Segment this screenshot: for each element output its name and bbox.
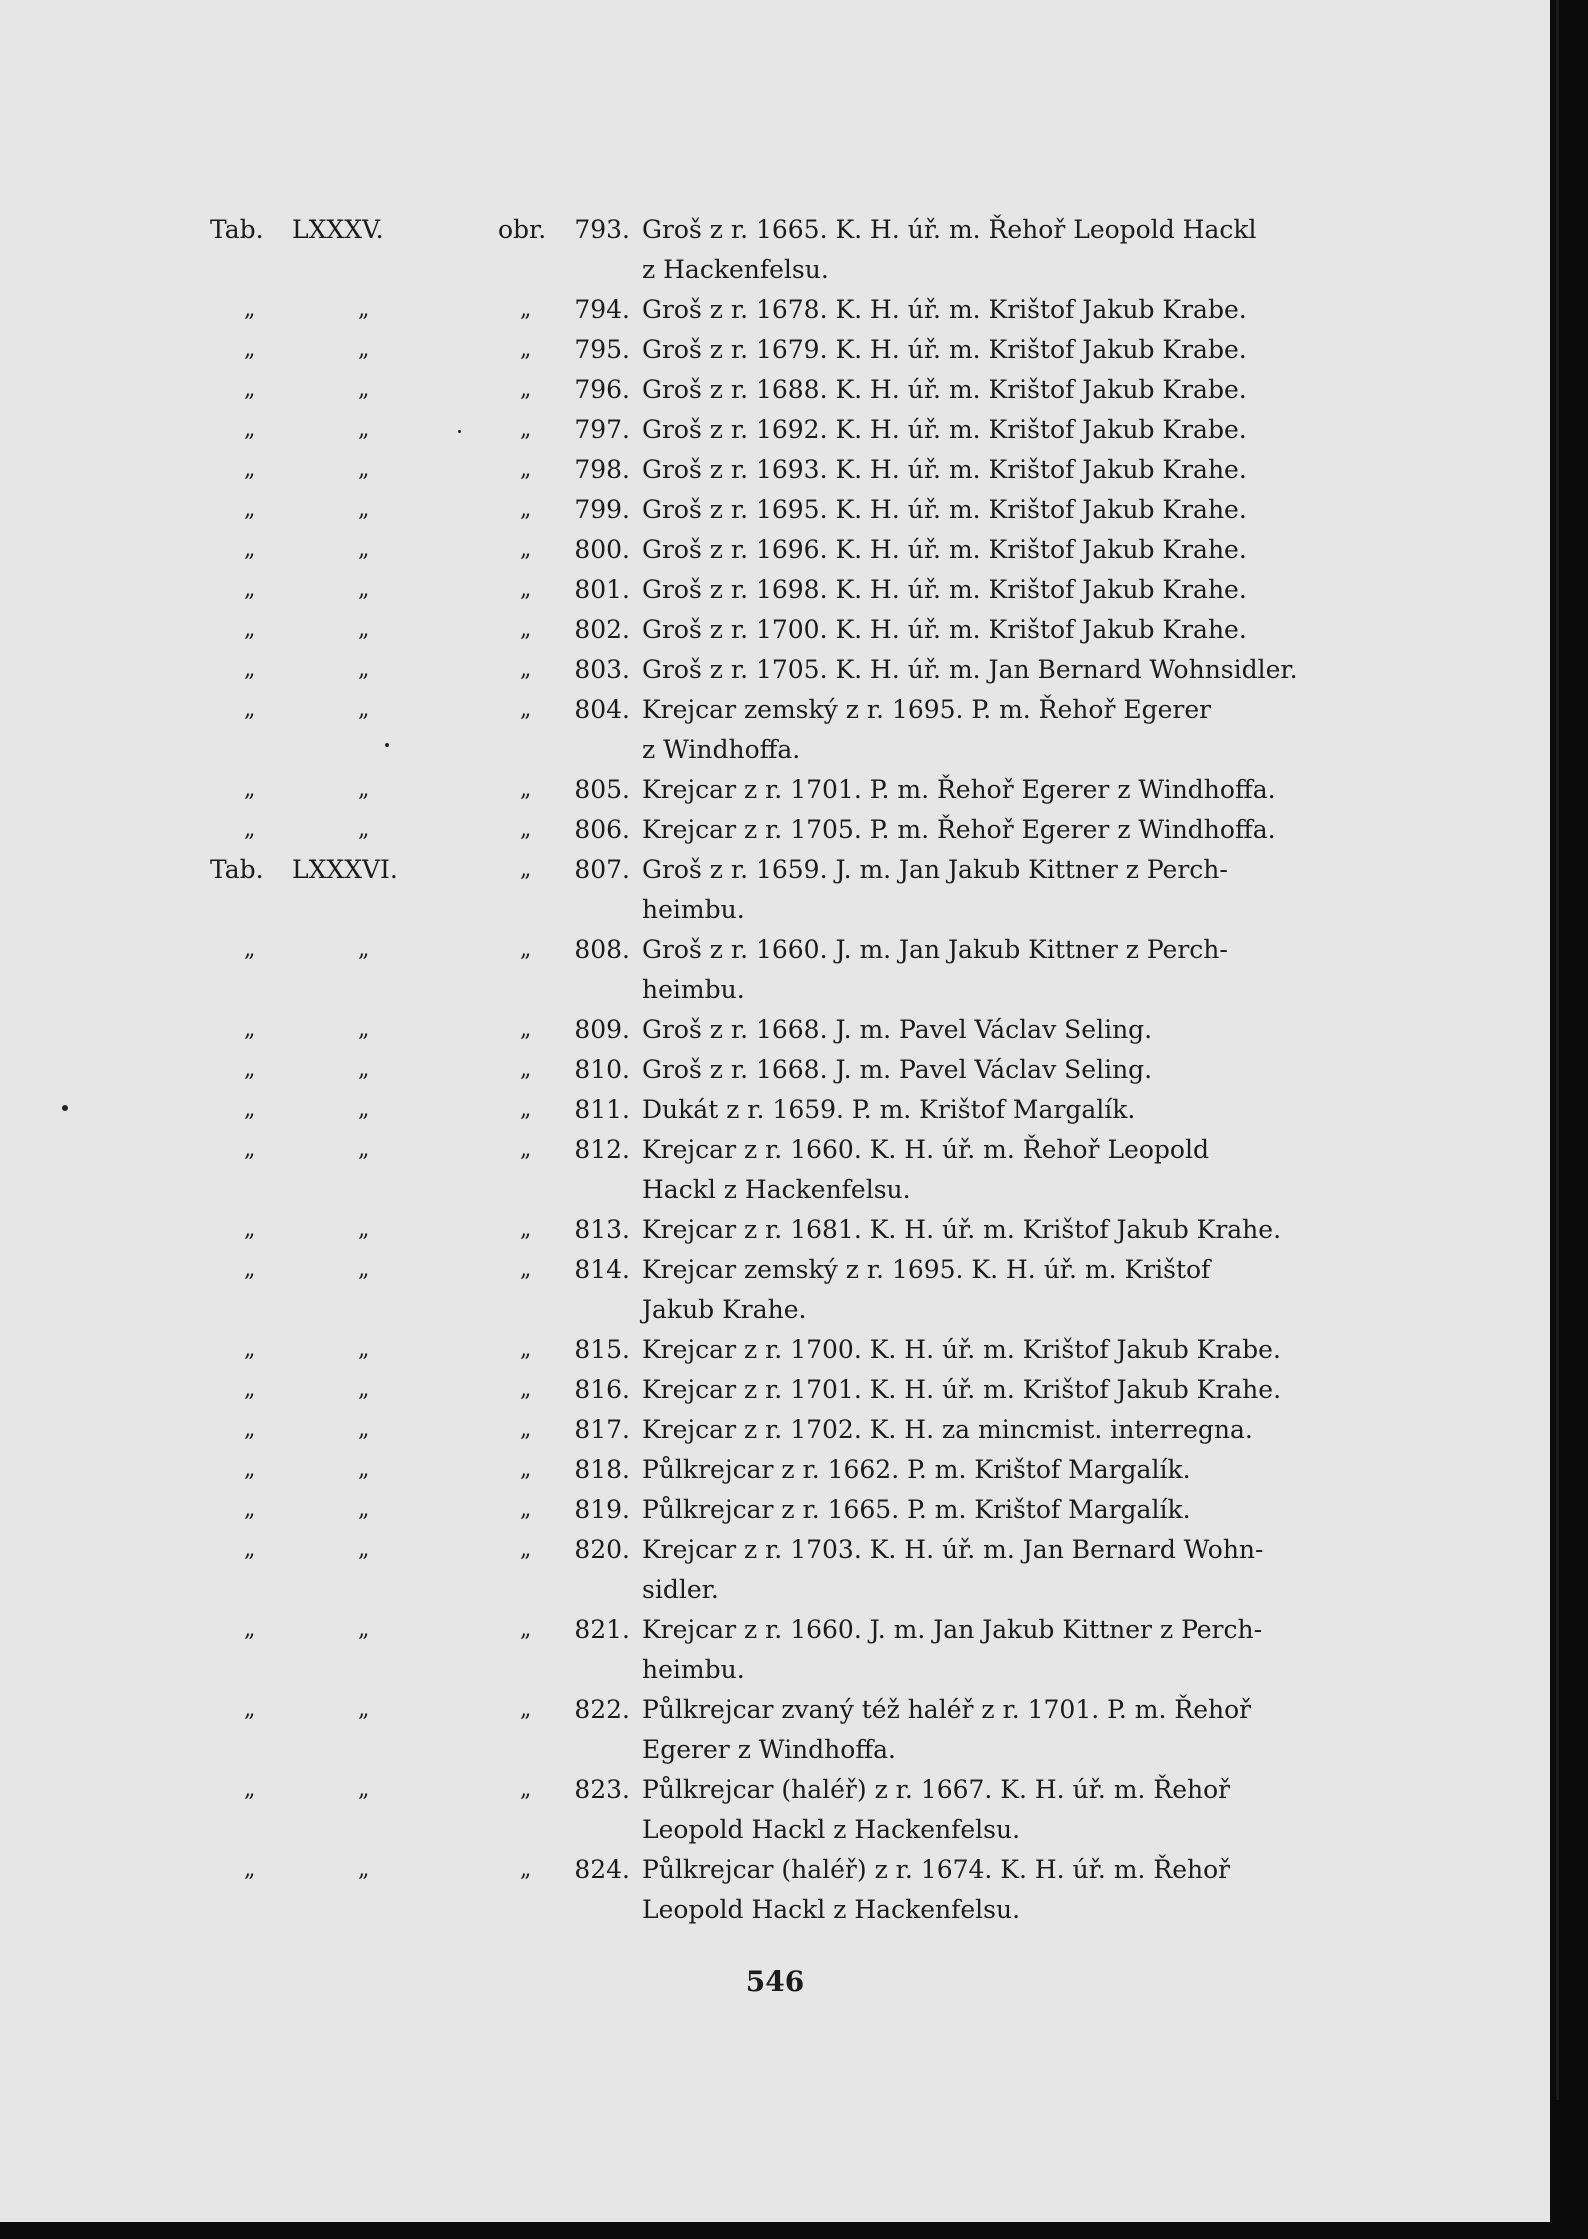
coin-description [642,770,1402,810]
description-line: Egerer z Windhoffa. [642,1735,896,1764]
ditto-mark: „ [358,1257,368,1282]
catalog-entry [0,1490,1550,1530]
description-line: Groš z r. 1659. J. m. Jan Jakub Kittner z Perch- [642,855,1228,884]
ditto-mark: „ [520,577,530,602]
description-line: Leopold Hackl z Hackenfelsu. [642,1895,1021,1924]
description-line: Groš z r. 1665. K. H. úř. m. Řehoř Leopold Hackl [642,215,1257,244]
print-speck [385,743,389,747]
coin-description [642,1210,1402,1250]
description-line: Krejcar zemský z r. 1695. K. H. úř. m. Krištof [642,1255,1211,1284]
ditto-mark: „ [520,1257,530,1282]
description-line: Půlkrejcar z r. 1662. P. m. Krištof Margalík. [642,1455,1191,1484]
figure-number: 820. [574,1535,630,1564]
description-line: Krejcar z r. 1660. K. H. úř. m. Řehoř Leopold [642,1135,1209,1164]
description-line: z Hackenfelsu. [642,255,829,284]
catalog-entry [0,1850,1550,1930]
catalog-entry [0,450,1550,490]
coin-description [642,290,1402,330]
catalog-entry [0,1450,1550,1490]
print-speck [62,1105,68,1111]
ditto-mark: „ [244,1697,254,1722]
ditto-mark: „ [244,457,254,482]
figure-number: 793. [574,215,630,244]
ditto-mark: „ [520,297,530,322]
ditto-mark: „ [520,777,530,802]
catalog-entry [0,1370,1550,1410]
ditto-mark: „ [244,297,254,322]
ditto-mark: „ [244,1417,254,1442]
ditto-mark: „ [520,457,530,482]
description-line: Leopold Hackl z Hackenfelsu. [642,1815,1021,1844]
ditto-mark: „ [520,1777,530,1802]
catalog-entry [0,1010,1550,1050]
ditto-mark: „ [520,1617,530,1642]
coin-description [642,1050,1402,1090]
ditto-mark: „ [520,1417,530,1442]
ditto-mark: „ [358,1617,368,1642]
ditto-mark: „ [358,497,368,522]
ditto-mark: „ [520,657,530,682]
ditto-mark: „ [358,1857,368,1882]
ditto-mark: „ [244,1337,254,1362]
figure-number: 799. [574,495,630,524]
ditto-mark: „ [520,857,530,882]
ditto-mark: „ [520,1497,530,1522]
figure-number: 801. [574,575,630,604]
plate-number: LXXXV. [292,215,384,244]
coin-description [642,810,1402,850]
ditto-mark: „ [358,777,368,802]
figure-number: 800. [574,535,630,564]
description-line: Groš z r. 1678. K. H. úř. m. Krištof Jakub Krabe. [642,295,1247,324]
description-line: z Windhoffa. [642,735,801,764]
catalog-entry-list [0,210,1550,1930]
description-line: Groš z r. 1698. K. H. úř. m. Krištof Jakub Krahe. [642,575,1247,604]
ditto-mark: „ [244,577,254,602]
ditto-mark: „ [244,1217,254,1242]
description-line: sidler. [642,1575,719,1604]
coin-description [642,650,1402,690]
coin-description [642,490,1402,530]
ditto-mark: „ [520,377,530,402]
description-line: Krejcar z r. 1703. K. H. úř. m. Jan Bernard Wohn- [642,1535,1264,1564]
ditto-mark: „ [358,1537,368,1562]
description-line: Groš z r. 1679. K. H. úř. m. Krištof Jakub Krabe. [642,335,1247,364]
coin-description [642,210,1402,290]
description-line: Krejcar z r. 1702. K. H. za mincmist. interregna. [642,1415,1253,1444]
catalog-entry [0,570,1550,610]
figure-number: 824. [574,1855,630,1884]
ditto-mark: „ [520,497,530,522]
coin-description [642,850,1402,930]
coin-description [642,1250,1402,1330]
description-line: Krejcar z r. 1701. P. m. Řehoř Egerer z Windhoffa. [642,775,1276,804]
ditto-mark: „ [358,1497,368,1522]
figure-number: 808. [574,935,630,964]
catalog-entry [0,330,1550,370]
ditto-mark: „ [358,577,368,602]
figure-number: 795. [574,335,630,364]
ditto-mark: „ [358,1057,368,1082]
ditto-mark: „ [244,1097,254,1122]
coin-description [642,1330,1402,1370]
ditto-mark: „ [244,617,254,642]
description-line: Groš z r. 1692. K. H. úř. m. Krištof Jakub Krabe. [642,415,1247,444]
figure-number: 809. [574,1015,630,1044]
ditto-mark: „ [358,457,368,482]
ditto-mark: „ [244,377,254,402]
figure-number: 803. [574,655,630,684]
ditto-mark: „ [520,1457,530,1482]
coin-description [642,1770,1402,1850]
description-line: Dukát z r. 1659. P. m. Krištof Margalík. [642,1095,1136,1124]
coin-description [642,450,1402,490]
figure-number: 813. [574,1215,630,1244]
ditto-mark: „ [244,1017,254,1042]
ditto-mark: „ [358,1017,368,1042]
ditto-mark: „ [358,617,368,642]
plate-label: Tab. [210,855,264,884]
ditto-mark: „ [358,1697,368,1722]
catalog-entry [0,1050,1550,1090]
catalog-entry [0,530,1550,570]
coin-description [642,410,1402,450]
ditto-mark: „ [358,297,368,322]
ditto-mark: „ [244,497,254,522]
description-line: Hackl z Hackenfelsu. [642,1175,911,1204]
ditto-mark: „ [520,937,530,962]
catalog-entry [0,930,1550,1010]
ditto-mark: „ [520,1337,530,1362]
figure-number: 823. [574,1775,630,1804]
ditto-mark: „ [520,1217,530,1242]
figure-label: obr. [498,215,547,244]
ditto-mark: „ [358,657,368,682]
plate-label: Tab. [210,215,264,244]
catalog-entry [0,1330,1550,1370]
ditto-mark: „ [244,1457,254,1482]
description-line: heimbu. [642,1655,745,1684]
description-line: Půlkrejcar zvaný též haléř z r. 1701. P. m. Řehoř [642,1695,1252,1724]
catalog-entry [0,1090,1550,1130]
coin-description [642,570,1402,610]
coin-description [642,1130,1402,1210]
coin-description [642,610,1402,650]
ditto-mark: „ [244,1617,254,1642]
ditto-mark: „ [244,817,254,842]
figure-number: 806. [574,815,630,844]
coin-description [642,1410,1402,1450]
catalog-entry [0,850,1550,930]
figure-number: 796. [574,375,630,404]
ditto-mark: „ [358,337,368,362]
figure-number: 812. [574,1135,630,1164]
description-line: Groš z r. 1688. K. H. úř. m. Krištof Jakub Krabe. [642,375,1247,404]
ditto-mark: „ [358,1457,368,1482]
description-line: heimbu. [642,895,745,924]
figure-number: 818. [574,1455,630,1484]
catalog-entry [0,370,1550,410]
coin-description [642,1850,1402,1930]
ditto-mark: „ [520,417,530,442]
ditto-mark: „ [358,417,368,442]
catalog-entry [0,1610,1550,1690]
figure-number: 794. [574,295,630,324]
ditto-mark: „ [520,697,530,722]
ditto-mark: „ [520,1857,530,1882]
figure-number: 807. [574,855,630,884]
ditto-mark: „ [244,1137,254,1162]
catalog-entry [0,650,1550,690]
ditto-mark: „ [358,697,368,722]
catalog-entry [0,1210,1550,1250]
binding-thread [1556,0,1559,2100]
description-line: Krejcar zemský z r. 1695. P. m. Řehoř Egerer [642,695,1212,724]
description-line: Groš z r. 1696. K. H. úř. m. Krištof Jakub Krahe. [642,535,1247,564]
description-line: Krejcar z r. 1660. J. m. Jan Jakub Kittner z Perch- [642,1615,1263,1644]
figure-number: 811. [574,1095,630,1124]
figure-number: 798. [574,455,630,484]
description-line: Groš z r. 1695. K. H. úř. m. Krištof Jakub Krahe. [642,495,1247,524]
catalog-entry [0,810,1550,850]
description-line: Groš z r. 1668. J. m. Pavel Václav Seling. [642,1055,1153,1084]
description-line: Půlkrejcar (haléř) z r. 1667. K. H. úř. m. Řehoř [642,1775,1231,1804]
ditto-mark: „ [244,657,254,682]
ditto-mark: „ [520,1017,530,1042]
figure-number: 814. [574,1255,630,1284]
page-number: 546 [745,1965,805,1998]
coin-description [642,1530,1402,1610]
ditto-mark: „ [358,1777,368,1802]
ditto-mark: „ [358,817,368,842]
description-line: Jakub Krahe. [642,1295,807,1324]
ditto-mark: „ [520,1537,530,1562]
figure-number: 804. [574,695,630,724]
coin-description [642,690,1402,770]
catalog-entry [0,210,1550,290]
ditto-mark: „ [358,1097,368,1122]
ditto-mark: „ [244,1497,254,1522]
ditto-mark: „ [244,1057,254,1082]
figure-number: 797. [574,415,630,444]
coin-description [642,330,1402,370]
description-line: Krejcar z r. 1700. K. H. úř. m. Krištof Jakub Krabe. [642,1335,1281,1364]
ditto-mark: „ [358,1337,368,1362]
description-line: Groš z r. 1700. K. H. úř. m. Krištof Jakub Krahe. [642,615,1247,644]
coin-description [642,370,1402,410]
ditto-mark: „ [244,1537,254,1562]
figure-number: 819. [574,1495,630,1524]
ditto-mark: „ [520,537,530,562]
description-line: Krejcar z r. 1701. K. H. úř. m. Krištof Jakub Krahe. [642,1375,1282,1404]
figure-number: 810. [574,1055,630,1084]
coin-description [642,1690,1402,1770]
ditto-mark: „ [358,1417,368,1442]
figure-number: 821. [574,1615,630,1644]
catalog-entry [0,410,1550,450]
ditto-mark: „ [358,1137,368,1162]
description-line: Krejcar z r. 1681. K. H. úř. m. Krištof Jakub Krahe. [642,1215,1282,1244]
figure-number: 822. [574,1695,630,1724]
description-line: Krejcar z r. 1705. P. m. Řehoř Egerer z Windhoffa. [642,815,1276,844]
figure-number: 817. [574,1415,630,1444]
print-speck [458,430,461,433]
catalog-entry [0,770,1550,810]
figure-number: 816. [574,1375,630,1404]
ditto-mark: „ [520,1697,530,1722]
description-line: heimbu. [642,975,745,1004]
catalog-entry [0,1250,1550,1330]
ditto-mark: „ [520,1097,530,1122]
figure-number: 805. [574,775,630,804]
catalog-entry [0,1690,1550,1770]
ditto-mark: „ [358,937,368,962]
catalog-entry [0,1130,1550,1210]
coin-description [642,1370,1402,1410]
ditto-mark: „ [520,1137,530,1162]
ditto-mark: „ [520,1057,530,1082]
plate-number: LXXXVI. [292,855,398,884]
catalog-entry [0,290,1550,330]
description-line: Groš z r. 1693. K. H. úř. m. Krištof Jakub Krahe. [642,455,1247,484]
ditto-mark: „ [244,1857,254,1882]
ditto-mark: „ [244,937,254,962]
ditto-mark: „ [244,537,254,562]
ditto-mark: „ [358,537,368,562]
coin-description [642,930,1402,1010]
ditto-mark: „ [244,697,254,722]
ditto-mark: „ [358,1377,368,1402]
ditto-mark: „ [520,337,530,362]
coin-description [642,530,1402,570]
ditto-mark: „ [244,417,254,442]
catalog-entry [0,610,1550,650]
ditto-mark: „ [244,1777,254,1802]
ditto-mark: „ [358,377,368,402]
coin-description [642,1450,1402,1490]
ditto-mark: „ [520,617,530,642]
coin-description [642,1010,1402,1050]
figure-number: 802. [574,615,630,644]
catalog-entry [0,1530,1550,1610]
book-spine [1550,0,1588,2239]
catalog-entry [0,490,1550,530]
ditto-mark: „ [244,1257,254,1282]
ditto-mark: „ [244,1377,254,1402]
catalog-entry [0,1770,1550,1850]
description-line: Groš z r. 1660. J. m. Jan Jakub Kittner z Perch- [642,935,1228,964]
description-line: Groš z r. 1705. K. H. úř. m. Jan Bernard Wohnsidler. [642,655,1298,684]
ditto-mark: „ [244,337,254,362]
description-line: Půlkrejcar z r. 1665. P. m. Krištof Margalík. [642,1495,1191,1524]
description-line: Půlkrejcar (haléř) z r. 1674. K. H. úř. m. Řehoř [642,1855,1231,1884]
coin-description [642,1490,1402,1530]
ditto-mark: „ [520,1377,530,1402]
ditto-mark: „ [358,1217,368,1242]
coin-description [642,1610,1402,1690]
description-line: Groš z r. 1668. J. m. Pavel Václav Seling. [642,1015,1153,1044]
ditto-mark: „ [520,817,530,842]
figure-number: 815. [574,1335,630,1364]
catalog-entry [0,690,1550,770]
coin-description [642,1090,1402,1130]
ditto-mark: „ [244,777,254,802]
catalog-entry [0,1410,1550,1450]
